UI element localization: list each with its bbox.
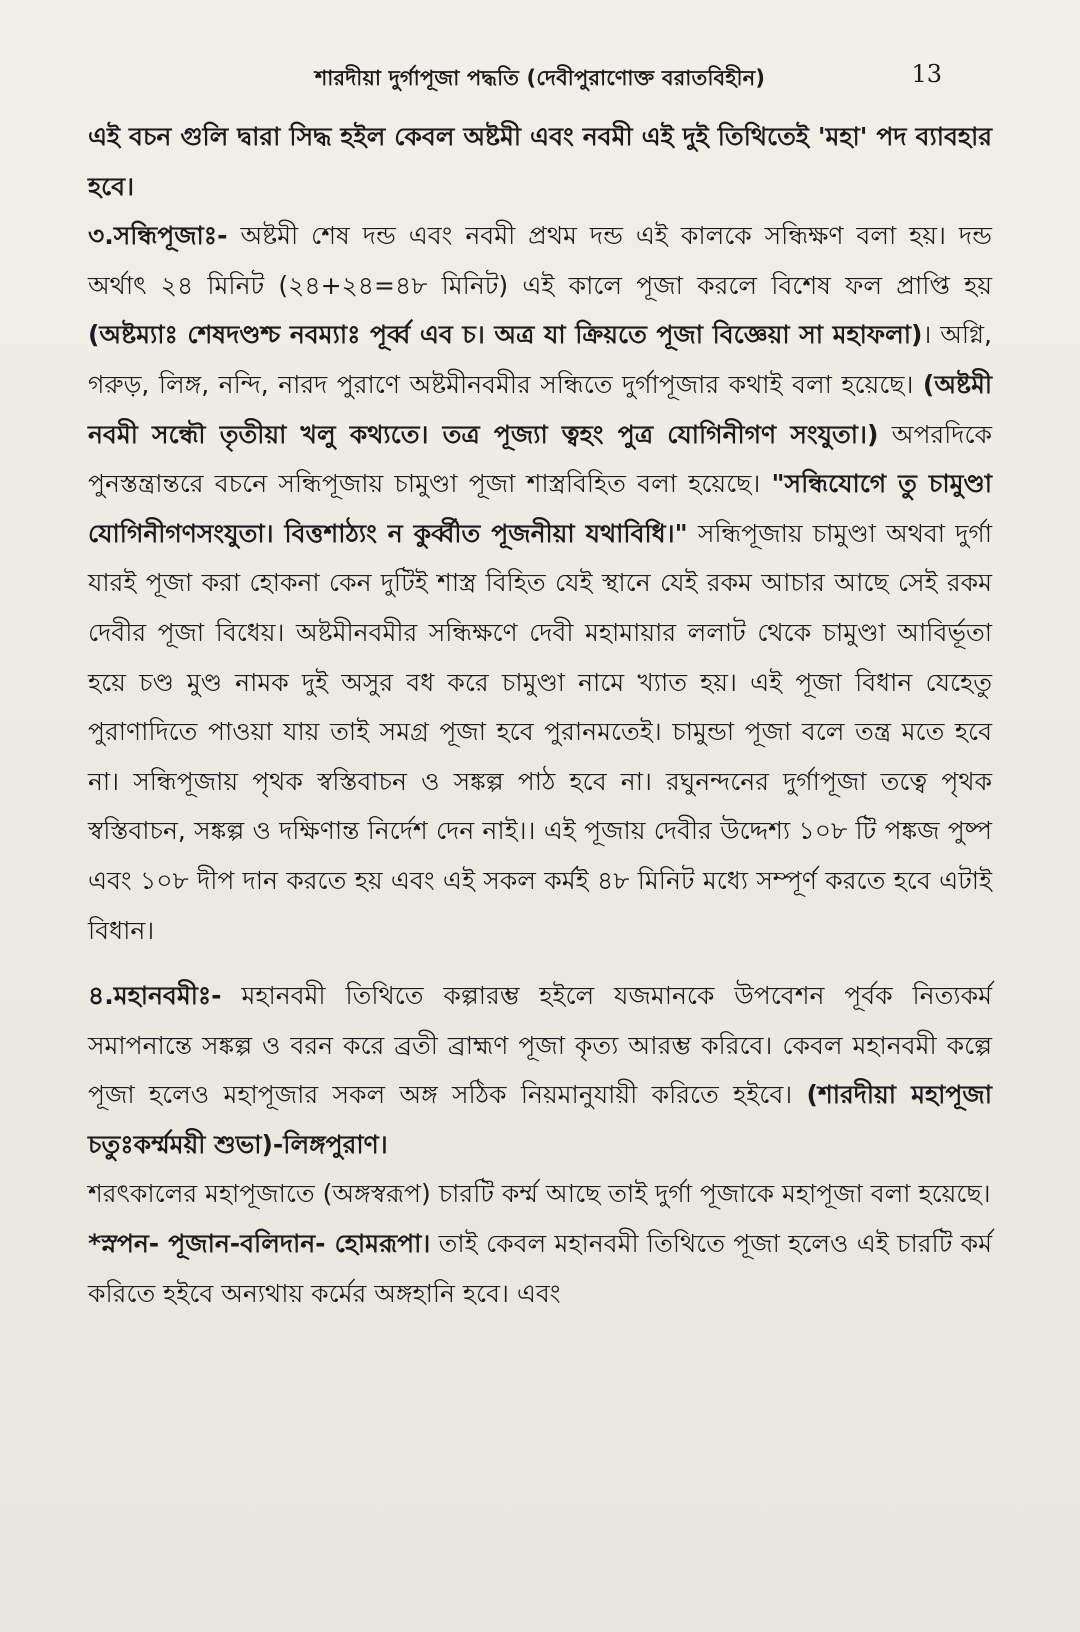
page-number: 13 — [911, 60, 942, 88]
paragraph-5 — [88, 1219, 992, 1318]
page-header — [0, 56, 1080, 96]
mahanavami-heading: ৪.মহানবমীঃ- — [88, 981, 222, 1011]
paragraph-1-text: এই বচন গুলি দ্বারা সিদ্ধ হইল কেবল অষ্টমী এবং নবমী এই দুই তিথিতেই 'মহা' পদ ব্যাবহার হবে। — [88, 122, 992, 201]
paragraph-4-text: শরৎকালের মহাপূজাতে (অঙ্গস্বরূপ) চারটি কর্ম্ম আছে তাই দুর্গা পূজাকে মহাপূজা বলা হয়েছে। — [88, 1179, 991, 1209]
paragraph-2-text-a: অষ্টমী শেষ দন্ড এবং নবমী প্রথম দন্ড এই কালকে সন্ধিক্ষণ বলা হয়। দন্ড অর্থাৎ ২৪ মিনিট (২৪+২৪=৪৮ মিনিট) এই কালে পূজা করলে বিশেষ ফল প্রাপ্তি হয় — [88, 221, 992, 300]
page-body — [88, 112, 992, 1318]
paragraph-2-text-c: অপরদিকে পুনস্তন্ত্রান্তরে বচনে সন্ধিপূজায় চামুণ্ডা পূজা শাস্ত্রবিহিত বলা হয়েছে। — [88, 419, 992, 499]
paragraph-2 — [88, 211, 992, 955]
paragraph-4 — [88, 1169, 992, 1219]
paragraph-2-text-d: সন্ধিপূজায় চামুণ্ডা অথবা দুর্গা যারই পূজা করা হোকনা কেন দুটিই শাস্ত্র বিহিত যেই স্থানে যেই রকম আচার আছে সেই রকম দেবীর পূজা বিধেয়। অষ্টমীনবমীর সন্ধিক্ষণে দেবী মহামায়ার ললাট থেকে চামুণ্ডা আবির্ভূতা হয়ে চণ্ড মুণ্ড নামক দুই অসুর বধ করে চামুণ্ডা নামে খ্যাত হয়। এই পূজা বিধান যেহেতু পুরাণাদিতে পাওয়া যায় তাই সমগ্র পূজা হবে পুরানমতেই। চামুন্ডা পূজা বলে তন্ত্র মতে হবে না। সন্ধিপূজায় পৃথক স্বস্তিবাচন ও সঙ্কল্প পাঠ হবে না। রঘুনন্দনের দুর্গাপূজা তত্বে পৃথক স্বস্তিবাচন, সঙ্কল্প ও দক্ষিণান্ত নির্দেশ দেন নাই।। এই পূজায় দেবীর উদ্দেশ্য ১০৮ টি পঙ্কজ পুষ্প এবং ১০৮ দীপ দান করতে হয় এবং এই সকল কর্মই ৪৮ মিনিট মধ্যে সম্পূর্ণ করতে হবে এটাই বিধান। — [88, 518, 993, 945]
four-rites-quote: *স্নপন- পূজান-বলিদান- হোমরূপা। — [88, 1229, 431, 1259]
paragraph-5-text: তাই কেবল মহানবমী তিথিতে পূজা হলেও এই চারটি কর্ম করিতে হইবে অন্যথায় কর্মের অঙ্গহানি হবে। এবং — [88, 1229, 993, 1308]
sanskrit-verse-2: (অষ্টমী নবমী সন্ধৌ তৃতীয়া খলু কথ্যতে। তত্র পূজ্যা ত্বহং পুত্র যোগিনীগণ সংযুতা।) — [88, 369, 992, 449]
sanskrit-verse-3: "সন্ধিযোগে তু চামুণ্ডা যোগিনীগণসংযুতা। বিত্তশাঠ্যং ন কুর্ব্বীত পূজনীয়া যথাবিধি।" — [88, 469, 992, 548]
sandhipuja-heading: ৩.সন্ধিপূজাঃ- — [88, 221, 228, 251]
paragraph-1 — [88, 112, 992, 211]
sanskrit-verse-1: (অষ্টম্যাঃ শেষদণ্ডশ্চ নবম্যাঃ পূর্ব্ব এব চ। অত্র যা ক্রিয়তে পূজা বিজ্ঞেয়া সা মহাফলা) — [88, 320, 923, 350]
running-title: শারদীয়া দুর্গাপূজা পদ্ধতি (দেবীপুরাণোক্ত বরাতবিহীন) — [314, 66, 766, 90]
paragraph-3-text: মহানবমী তিথিতে কল্পারম্ভ হইলে যজমানকে উপবেশন পূর্বক নিত্যকর্ম সমাপনান্তে সঙ্কল্প ও বরন করে ব্রতী ব্রাহ্মণ পূজা কৃত্য আরম্ভ করিবে। কেবল মহানবমী কল্পে পূজা হলেও মহাপূজার সকল অঙ্গ সঠিক নিয়মানুযায়ী করিতে হইবে। — [88, 981, 992, 1110]
paragraph-3 — [88, 971, 992, 1169]
paragraph-2-text-b: । অগ্নি, গরুড়, লিঙ্গ, নন্দি, নারদ পুরাণে অষ্টমীনবমীর সন্ধিতে দুর্গাপূজার কথাই বলা হয়েছে। — [88, 320, 992, 399]
linga-purana-quote: (শারদীয়া মহাপূজা চতুঃকর্ম্মময়ী শুভা)-লিঙ্গপুরাণ। — [88, 1080, 992, 1159]
